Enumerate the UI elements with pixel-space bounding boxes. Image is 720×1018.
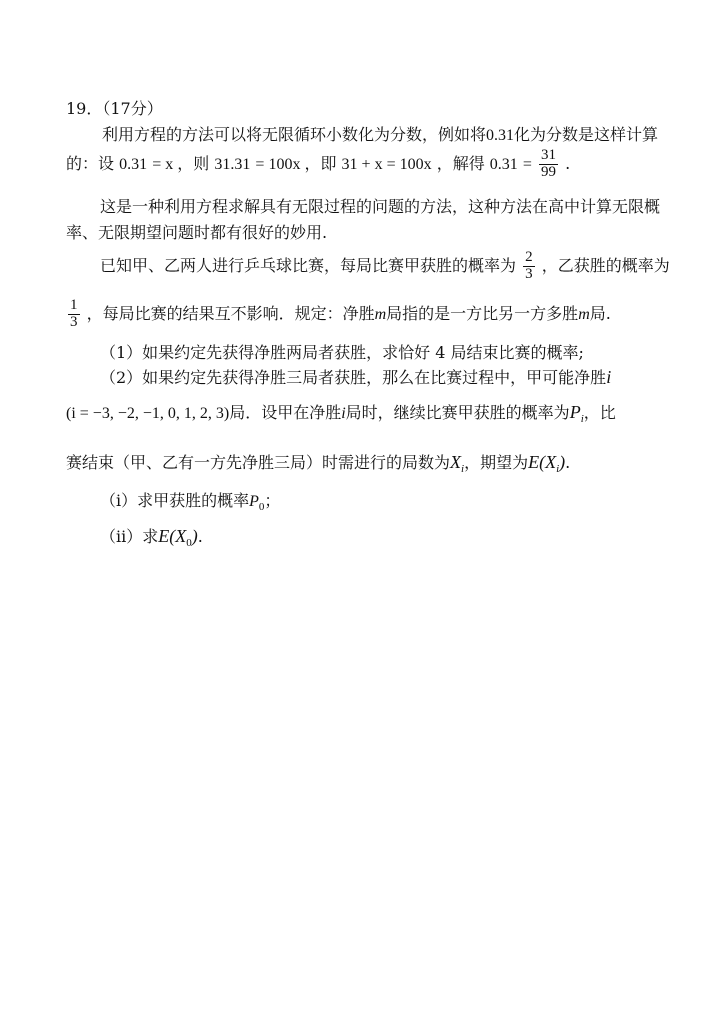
intro-line-2: 的：设 0.31 = x ，则 31.31 = 100x ，即 31 + x = 100x ，解得 0.31 = $\frac{31}{99}$ . xyxy=(66,147,571,180)
question-1: （1）如果约定先获得净胜两局者获胜，求恰好 4 局结束比赛的概率; xyxy=(100,343,584,362)
fraction-1-3: $\frac{1}{3}$ xyxy=(70,297,78,330)
intro-line-1: 利用方程的方法可以将无限循环小数化为分数，例如将0.31化为分数是这样计算 xyxy=(102,125,659,144)
sub-question-i: （i）求甲获胜的概率$P_0$； xyxy=(100,491,281,514)
paragraph-2-line-1: 这是一种利用方程求解具有无限过程的问题的方法，这种方法在高中计算无限概 xyxy=(100,197,661,216)
question-2-line-1: （2）如果约定先获得净胜三局者获胜，那么在比赛过程中，甲可能净胜i xyxy=(100,367,612,387)
sub-question-ii: （ii）求$E(X_0)$. xyxy=(100,526,203,550)
question-2-line-3: 赛结束（甲、乙有一方先净胜三局）时需进行的局数为$X_i$，期望为$E(X_i)$. xyxy=(66,452,571,476)
paragraph-3-line-1: 已知甲、乙两人进行乒乓球比赛，每局比赛甲获胜的概率为 $\frac{2}{3}$ ，乙获胜的概率为 xyxy=(100,249,670,282)
paragraph-2-line-2: 率、无限期望问题时都有很好的妙用. xyxy=(66,223,328,242)
fraction-2-3: $\frac{2}{3}$ xyxy=(525,249,533,282)
repeating-decimal: 0.31 xyxy=(486,127,515,144)
paragraph-3-line-2: $\frac{1}{3}$ ，每局比赛的结果互不影响．规定：净胜m局指的是一方比另一方多胜m局. xyxy=(70,297,611,330)
question-2-line-2: (i = −3, −2, −1, 0, 1, 2, 3)局．设甲在净胜i局时，继续比赛甲获胜的概率为$P_i$，比 xyxy=(66,402,616,426)
problem-header: 19．（17分） xyxy=(66,99,163,118)
fraction-31-99: $\frac{31}{99}$ xyxy=(541,147,557,180)
